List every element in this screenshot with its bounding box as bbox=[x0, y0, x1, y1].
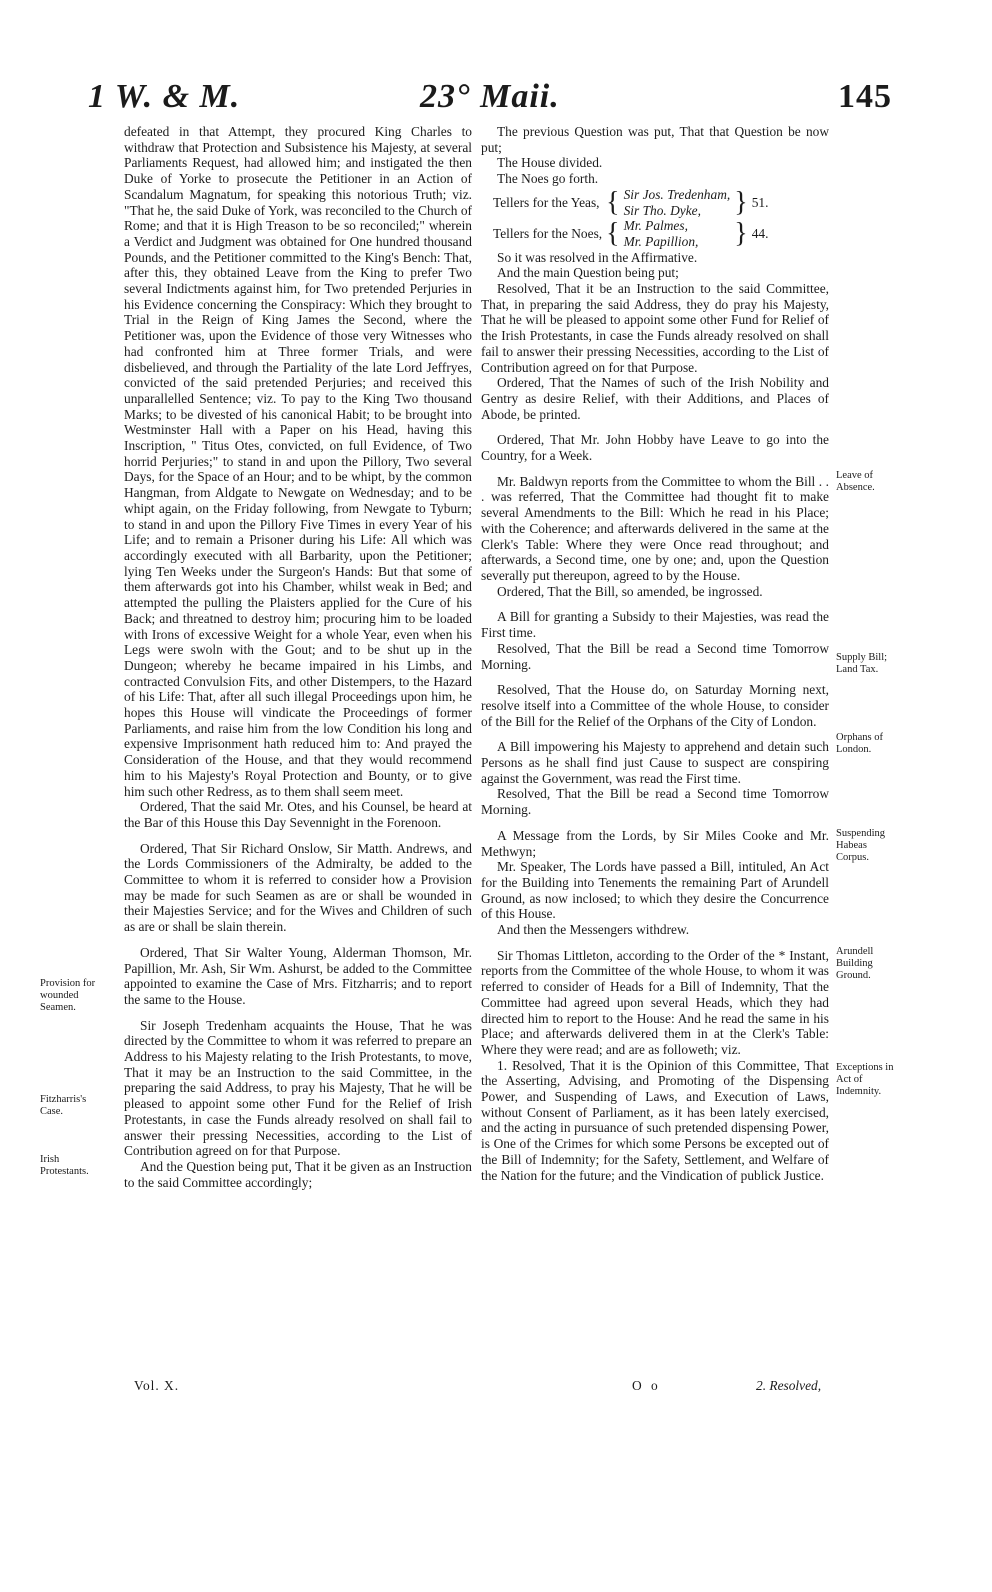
subsidy-bill: A Bill for granting a Subsidy to their Majesties, was read the First time. bbox=[481, 609, 829, 641]
baldwyn-report: Mr. Baldwyn reports from the Committee to whom the Bill . . . was referred, That the Committee had thought fit to make several Amendments to the Bill: Which he read in his Place; with the Coherence; and afterwards delivered in the same at the Clerk's Table: Where they were Once read throughout; and afterwards, a Second time, one by one; and, upon the Question severally put thereupon, agreed to by the House. bbox=[481, 473, 829, 583]
previous-question: The previous Question was put, That that Question be now put; bbox=[481, 124, 829, 155]
yeas-tellers-label: Tellers for the Yeas, bbox=[493, 194, 600, 210]
running-head-regnal-year: 1 W. & M. bbox=[88, 78, 241, 115]
margin-note-supply-bill: Supply Bill; Land Tax. bbox=[836, 652, 888, 675]
brace-glyph: } bbox=[734, 217, 748, 249]
noes-go-forth: The Noes go forth. bbox=[497, 171, 599, 187]
margin-note-leave-absence: Leave of Absence. bbox=[836, 470, 875, 493]
running-head-date: 23° Maii. bbox=[420, 78, 560, 115]
noes-count: 44. bbox=[751, 226, 769, 242]
ingrossed-order: Ordered, That the Bill, so amended, be ingrossed. bbox=[497, 583, 763, 599]
orphans-resolution: Resolved, That the House do, on Saturday Morning next, resolve itself into a Committee of the whole House, to consider of the Bill for the Relief of the Orphans of the City of London. bbox=[481, 682, 829, 729]
house-divided: The House divided. bbox=[497, 155, 603, 171]
indemnity-resolution-1: 1. Resolved, That it is the Opinion of this Committee, That the Asserting, Advising, and Promoting of the Dispensing Power, and Suspending of Laws, and Execution of Laws, without Consent of Parliament, as it has been lately exercised, and the acting in pursuance of such pretended dispensing Power, is One of the Crimes for which some Persons be excepted out of the Bill of Indemnity; for the Safety, Settlement, and Welfare of the Nation for the future; and the Vindication of publick Justice. bbox=[481, 1057, 829, 1183]
yeas-count: 51. bbox=[751, 194, 769, 210]
wounded-seamen-order: Ordered, That Sir Richard Onslow, Sir Matth. Andrews, and the Lords Commissioners of the Admiralty, be added to the Committee to whom it is referred to consider how a Provision may be made for such Seamen as are or shall be wounded in their Majesties Service; and for the Wives and Children of such as are or shall be slain therein. bbox=[124, 840, 472, 935]
subsidy-second-reading: Resolved, That the Bill be read a Second time Tomorrow Morning. bbox=[481, 640, 829, 672]
noes-teller-1: Mr. Palmes, bbox=[623, 218, 688, 234]
noes-teller-2: Mr. Papillion, bbox=[623, 233, 699, 249]
arundell-bill: Mr. Speaker, The Lords have passed a Bill, intituled, An Act for the Building into Tenements the remaining Part of Arundell Ground, as now inclosed; to which they desire the Concurrence of this House. bbox=[481, 859, 829, 922]
habeas-second-reading: Resolved, That the Bill be read a Second time Tomorrow Morning. bbox=[481, 786, 829, 818]
hobby-leave-order: Ordered, That Mr. John Hobby have Leave to go into the Country, for a Week. bbox=[481, 432, 829, 464]
fitzharris-order: Ordered, That Sir Walter Young, Alderman Thomson, Mr. Papillion, Mr. Ash, Sir Wm. Ashurst, be added to the Committee appointed to examine the Case of Mrs. Fitzharris; and to report the same to the House. bbox=[124, 944, 472, 1007]
question-put-text: And the Question being put, That it be given as an Instruction to the said Committee accordingly; bbox=[124, 1159, 472, 1190]
lords-message: A Message from the Lords, by Sir Miles Cooke and Mr. Methwyn; bbox=[481, 827, 829, 859]
irish-protestants-motion: Sir Joseph Tredenham acquaints the House, That he was directed by the Committee to whom it was referred to prepare an Address to his Majesty relating to the Irish Protestants, to move, That it may be an Instruction to the said Committee, in the preparing the said Address, to pray his Majesty, That he will be pleased to appoint some other Fund for the Relief of Irish Protestants, in case the Funds already resolved on shall fail to answer their pressing Necessities, according to the List of Contribution agreed on for that Purpose. bbox=[124, 1017, 472, 1159]
irish-names-order: Ordered, That the Names of such of the Irish Nobility and Gentry as desire Relief, with their Additions, and Places of Abode, be printed. bbox=[481, 375, 829, 422]
signature-mark: O o bbox=[632, 1378, 661, 1393]
brace-glyph: { bbox=[606, 186, 620, 218]
brace-glyph: } bbox=[734, 186, 748, 218]
margin-note-habeas-corpus: Suspending Habeas Corpus. bbox=[836, 828, 886, 863]
margin-note-fitzharris: Fitzharris's Case. bbox=[40, 1094, 87, 1117]
habeas-bill: A Bill impowering his Majesty to apprehend and detain such Persons as he shall find just Cause to suspect are conspiring against the Government, was read the First time. bbox=[481, 739, 829, 786]
brace-glyph: { bbox=[606, 217, 620, 249]
margin-note-indemnity: Exceptions in Act of Indemnity. bbox=[836, 1062, 894, 1097]
yeas-teller-1: Sir Jos. Tredenham, bbox=[623, 186, 731, 202]
tellers-division bbox=[491, 187, 770, 250]
resolved-affirmative: So it was resolved in the Affirmative. bbox=[497, 249, 698, 265]
page-number: 145 bbox=[838, 78, 892, 115]
margin-note-wounded-seamen: Provision for wounded Seamen. bbox=[40, 978, 96, 1013]
irish-fund-resolution: Resolved, That it be an Instruction to the said Committee, That, in preparing the said Address, they do pray his Majesty, That he will be pleased to appoint some other Fund for Relief of the Irish Protestants, in case the Funds already resolved on shall fail to answer their pressing Necessities, according to the List of Contribution agreed on for that Purpose. bbox=[481, 281, 829, 375]
otes-heard-order: Ordered, That the said Mr. Otes, and his Counsel, be heard at the Bar of this House this Day Sevennight in the Forenoon. bbox=[124, 799, 472, 830]
margin-note-irish-protestants: Irish Protestants. bbox=[40, 1154, 89, 1177]
catchword: 2. Resolved, bbox=[756, 1378, 822, 1393]
volume-mark: Vol. X. bbox=[134, 1378, 180, 1393]
yeas-teller-2: Sir Tho. Dyke, bbox=[623, 202, 701, 218]
main-question: And the main Question being put; bbox=[497, 265, 679, 281]
margin-note-orphans: Orphans of London. bbox=[836, 732, 883, 755]
noes-tellers-label: Tellers for the Noes, bbox=[493, 226, 603, 242]
right-column bbox=[481, 124, 829, 1183]
otes-petition-text: defeated in that Attempt, they procured King Charles to withdraw that Protection and Subsistence his Majesty, at several Parliaments Request, had allowed him; and instigated the then Duke of Yorke to prosecute the Petitioner in an Action of Scandalum Magnatum, for speaking this notorious Truth; viz. "That he, the said Duke of York, was reconciled to the Church of Rome; and that it is High Treason to be so reconciled;" wherein a Verdict and Judgment was obtained for One hundred thousand Pounds, and the Petitioner committed to the King's Bench: That, after this, they obtained Leave from the King to prefer Two several Indictments against him, for Two pretended Perjuries in his Evidence concerning the Conspiracy: Which they brought to Trial in the Reign of King James the Second, where the Petitioner was, upon the Evidence of those very Witnesses who had confronted him at Three former Trials, and were disbelieved, and through the Partiality of the late Lord Jeffryes, convicted of the said pretended Perjuries; and received this unparallelled Sentence; viz. To pay to the King Two thousand Marks; to be divested of his canonical Habit; to be brought into Westminster Hall with a Paper on his Head, having this Inscription, " Titus Otes, convicted, on full Evidence, of Two horrid Perjuries;" to stand in and upon the Pillory, Two several Days, for the Space of an Hour; and to be whipt, by the common Hangman, from Aldgate to Newgate on Wednesday; and to be whipt again, on the Friday following, from Newgate to Tyburn; to stand in and upon the Pillory Five Times in every Year of his Life; and to remain a Prisoner during his Life: All which was accordingly executed with all Barbarity, upon the Petitioner; lying Ten Weeks under the Surgeon's Hands: But that some of them afterwards got into his Chamber, whilst weak in Bed; and attempted the pulling the Plaisters applied for the Cure of his Back; and threatned to destroy him; procuring him to be loaded with Irons of excessive Weight for a whole Year, even when his Legs were swoln with the Gout; and to be shut up in the Dungeon; whereby he became impaired in his Limbs, and contracted Convulsion Fits, and other Distempers, to the Hazard of his Life: That, after all such illegal Proceedings upon him, he hopes this House will vindicate the Proceedings of former Parliaments, and raise him from the low Condition his long and expensive Imprisonment hath reduced him to: And prayed the Consideration of the House, and that they would recommend him to his Majesty's Royal Protection and Bounty, or to give him such other Redress, as to them shall seem meet. bbox=[124, 124, 472, 799]
messengers-withdrew: And then the Messengers withdrew. bbox=[497, 922, 690, 938]
margin-note-arundell: Arundell Building Ground. bbox=[836, 946, 874, 981]
left-column bbox=[124, 124, 472, 1190]
littleton-report: Sir Thomas Littleton, according to the Order of the * Instant, reports from the Committee of the whole House, to whom it was referred to consider of Heads for a Bill of Indemnity, That the Committee had agreed upon several Heads, which they had directed him to report to the House: And he read the same in his Place; and afterwards delivered them in at the Clerk's Table: Where they were read; and are as followeth; viz. bbox=[481, 947, 829, 1057]
